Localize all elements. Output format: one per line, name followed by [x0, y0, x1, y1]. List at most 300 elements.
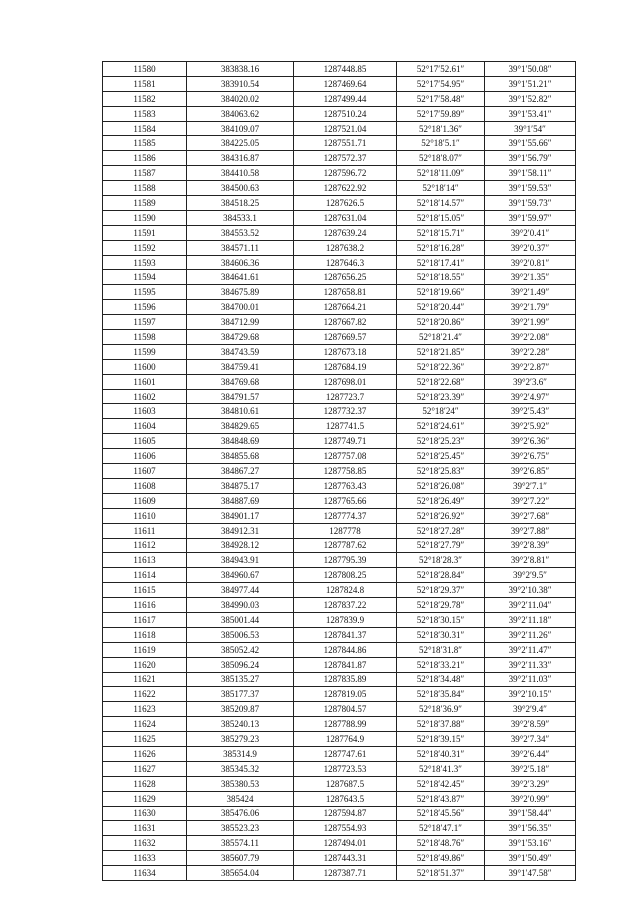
longitude-cell: 39°2′3.29″: [485, 776, 576, 791]
table-row: [103, 404, 576, 419]
y-coordinate-cell: 1287758.85: [294, 464, 397, 479]
table-row: [103, 434, 576, 449]
point-number-cell: 11588: [103, 181, 187, 196]
latitude-cell: 52°18′39.15″: [397, 732, 485, 747]
x-coordinate-cell: 384855.68: [187, 449, 294, 464]
point-number-cell: 11583: [103, 106, 187, 121]
point-number-cell: 11633: [103, 851, 187, 866]
longitude-cell: 39°2′1.79″: [485, 300, 576, 315]
y-coordinate-cell: 1287387.71: [294, 866, 397, 881]
y-coordinate-cell: 1287778: [294, 523, 397, 538]
latitude-cell: 52°18′42.45″: [397, 776, 485, 791]
longitude-cell: 39°2′9.5″: [485, 568, 576, 583]
y-coordinate-cell: 1287723.53: [294, 761, 397, 776]
x-coordinate-cell: 385240.13: [187, 717, 294, 732]
longitude-cell: 39°1′47.58″: [485, 866, 576, 881]
table-row: [103, 821, 576, 836]
latitude-cell: 52°18′25.45″: [397, 449, 485, 464]
x-coordinate-cell: 384553.52: [187, 225, 294, 240]
latitude-cell: 52°18′20.86″: [397, 315, 485, 330]
y-coordinate-cell: 1287656.25: [294, 270, 397, 285]
y-coordinate-cell: 1287808.25: [294, 568, 397, 583]
latitude-cell: 52°18′31.8″: [397, 642, 485, 657]
point-number-cell: 11597: [103, 315, 187, 330]
point-number-cell: 11616: [103, 598, 187, 613]
x-coordinate-cell: 384810.61: [187, 404, 294, 419]
point-number-cell: 11580: [103, 62, 187, 77]
table-row: [103, 121, 576, 136]
latitude-cell: 52°18′23.39″: [397, 389, 485, 404]
latitude-cell: 52°18′40.31″: [397, 746, 485, 761]
latitude-cell: 52°18′37.88″: [397, 717, 485, 732]
y-coordinate-cell: 1287741.5: [294, 419, 397, 434]
latitude-cell: 52°17′58.48″: [397, 91, 485, 106]
longitude-cell: 39°1′58.11″: [485, 166, 576, 181]
point-number-cell: 11589: [103, 196, 187, 211]
point-number-cell: 11607: [103, 464, 187, 479]
y-coordinate-cell: 1287551.71: [294, 136, 397, 151]
latitude-cell: 52°18′26.92″: [397, 508, 485, 523]
latitude-cell: 52°18′28.3″: [397, 553, 485, 568]
y-coordinate-cell: 1287687.5: [294, 776, 397, 791]
x-coordinate-cell: 385345.32: [187, 761, 294, 776]
latitude-cell: 52°18′5.1″: [397, 136, 485, 151]
latitude-cell: 52°18′36.9″: [397, 702, 485, 717]
point-number-cell: 11582: [103, 91, 187, 106]
longitude-cell: 39°2′7.1″: [485, 478, 576, 493]
longitude-cell: 39°1′55.66″: [485, 136, 576, 151]
table-row: [103, 761, 576, 776]
y-coordinate-cell: 1287639.24: [294, 225, 397, 240]
point-number-cell: 11594: [103, 270, 187, 285]
table-row: [103, 732, 576, 747]
latitude-cell: 52°18′30.15″: [397, 612, 485, 627]
x-coordinate-cell: 385096.24: [187, 657, 294, 672]
y-coordinate-cell: 1287774.37: [294, 508, 397, 523]
point-number-cell: 11591: [103, 225, 187, 240]
x-coordinate-cell: 384829.65: [187, 419, 294, 434]
longitude-cell: 39°2′10.38″: [485, 583, 576, 598]
table-row: [103, 508, 576, 523]
table-row: [103, 300, 576, 315]
table-row: [103, 523, 576, 538]
latitude-cell: 52°18′30.31″: [397, 627, 485, 642]
y-coordinate-cell: 1287494.01: [294, 836, 397, 851]
table-row: [103, 210, 576, 225]
x-coordinate-cell: 384990.03: [187, 598, 294, 613]
table-row: [103, 538, 576, 553]
point-number-cell: 11603: [103, 404, 187, 419]
longitude-cell: 39°2′9.4″: [485, 702, 576, 717]
point-number-cell: 11610: [103, 508, 187, 523]
y-coordinate-cell: 1287669.57: [294, 330, 397, 345]
x-coordinate-cell: 384928.12: [187, 538, 294, 553]
longitude-cell: 39°2′6.36″: [485, 434, 576, 449]
longitude-cell: 39°2′2.28″: [485, 344, 576, 359]
latitude-cell: 52°18′18.55″: [397, 270, 485, 285]
x-coordinate-cell: 385424: [187, 791, 294, 806]
table-row: [103, 62, 576, 77]
point-number-cell: 11634: [103, 866, 187, 881]
longitude-cell: 39°1′50.49″: [485, 851, 576, 866]
table-row: [103, 791, 576, 806]
x-coordinate-cell: 385135.27: [187, 672, 294, 687]
x-coordinate-cell: 384977.44: [187, 583, 294, 598]
point-number-cell: 11604: [103, 419, 187, 434]
longitude-cell: 39°2′7.22″: [485, 493, 576, 508]
y-coordinate-cell: 1287835.89: [294, 672, 397, 687]
table-row: [103, 344, 576, 359]
table-row: [103, 151, 576, 166]
x-coordinate-cell: 384712.99: [187, 315, 294, 330]
latitude-cell: 52°18′35.84″: [397, 687, 485, 702]
table-row: [103, 166, 576, 181]
latitude-cell: 52°18′25.83″: [397, 464, 485, 479]
latitude-cell: 52°17′54.95″: [397, 76, 485, 91]
y-coordinate-cell: 1287631.04: [294, 210, 397, 225]
point-number-cell: 11629: [103, 791, 187, 806]
latitude-cell: 52°18′34.48″: [397, 672, 485, 687]
x-coordinate-cell: 384743.59: [187, 344, 294, 359]
latitude-cell: 52°18′27.28″: [397, 523, 485, 538]
table-row: [103, 449, 576, 464]
y-coordinate-cell: 1287698.01: [294, 374, 397, 389]
table-row: [103, 76, 576, 91]
y-coordinate-cell: 1287443.31: [294, 851, 397, 866]
longitude-cell: 39°2′5.43″: [485, 404, 576, 419]
latitude-cell: 52°18′20.44″: [397, 300, 485, 315]
point-number-cell: 11585: [103, 136, 187, 151]
x-coordinate-cell: 384912.31: [187, 523, 294, 538]
y-coordinate-cell: 1287521.04: [294, 121, 397, 136]
y-coordinate-cell: 1287804.57: [294, 702, 397, 717]
table-row: [103, 642, 576, 657]
latitude-cell: 52°18′28.84″: [397, 568, 485, 583]
x-coordinate-cell: 385209.87: [187, 702, 294, 717]
longitude-cell: 39°2′6.85″: [485, 464, 576, 479]
point-number-cell: 11600: [103, 359, 187, 374]
point-number-cell: 11632: [103, 836, 187, 851]
y-coordinate-cell: 1287673.18: [294, 344, 397, 359]
y-coordinate-cell: 1287554.93: [294, 821, 397, 836]
point-number-cell: 11608: [103, 478, 187, 493]
table-row: [103, 836, 576, 851]
latitude-cell: 52°18′24.61″: [397, 419, 485, 434]
x-coordinate-cell: 384675.89: [187, 285, 294, 300]
table-row: [103, 389, 576, 404]
table-row: [103, 196, 576, 211]
table-row: [103, 493, 576, 508]
x-coordinate-cell: 384867.27: [187, 464, 294, 479]
x-coordinate-cell: 384225.05: [187, 136, 294, 151]
y-coordinate-cell: 1287788.99: [294, 717, 397, 732]
point-number-cell: 11601: [103, 374, 187, 389]
y-coordinate-cell: 1287667.82: [294, 315, 397, 330]
point-number-cell: 11596: [103, 300, 187, 315]
x-coordinate-cell: 385177.37: [187, 687, 294, 702]
y-coordinate-cell: 1287732.37: [294, 404, 397, 419]
latitude-cell: 52°18′47.1″: [397, 821, 485, 836]
longitude-cell: 39°2′1.35″: [485, 270, 576, 285]
x-coordinate-cell: 385279.23: [187, 732, 294, 747]
point-number-cell: 11584: [103, 121, 187, 136]
table-row: [103, 330, 576, 345]
y-coordinate-cell: 1287664.21: [294, 300, 397, 315]
point-number-cell: 11626: [103, 746, 187, 761]
y-coordinate-cell: 1287795.39: [294, 553, 397, 568]
y-coordinate-cell: 1287622.92: [294, 181, 397, 196]
latitude-cell: 52°18′22.68″: [397, 374, 485, 389]
point-number-cell: 11615: [103, 583, 187, 598]
point-number-cell: 11628: [103, 776, 187, 791]
y-coordinate-cell: 1287787.62: [294, 538, 397, 553]
latitude-cell: 52°18′22.36″: [397, 359, 485, 374]
point-number-cell: 11609: [103, 493, 187, 508]
point-number-cell: 11602: [103, 389, 187, 404]
y-coordinate-cell: 1287596.72: [294, 166, 397, 181]
x-coordinate-cell: 385006.53: [187, 627, 294, 642]
table-row: [103, 106, 576, 121]
longitude-cell: 39°2′0.81″: [485, 255, 576, 270]
point-number-cell: 11581: [103, 76, 187, 91]
latitude-cell: 52°18′17.41″: [397, 255, 485, 270]
latitude-cell: 52°18′29.37″: [397, 583, 485, 598]
point-number-cell: 11627: [103, 761, 187, 776]
longitude-cell: 39°1′53.41″: [485, 106, 576, 121]
x-coordinate-cell: 385380.53: [187, 776, 294, 791]
latitude-cell: 52°18′49.86″: [397, 851, 485, 866]
longitude-cell: 39°2′11.03″: [485, 672, 576, 687]
table-row: [103, 285, 576, 300]
point-number-cell: 11592: [103, 240, 187, 255]
point-number-cell: 11613: [103, 553, 187, 568]
x-coordinate-cell: 384518.25: [187, 196, 294, 211]
table-row: [103, 270, 576, 285]
table-row: [103, 568, 576, 583]
longitude-cell: 39°1′59.73″: [485, 196, 576, 211]
point-number-cell: 11617: [103, 612, 187, 627]
table-row: [103, 359, 576, 374]
x-coordinate-cell: 384641.61: [187, 270, 294, 285]
point-number-cell: 11593: [103, 255, 187, 270]
point-number-cell: 11586: [103, 151, 187, 166]
latitude-cell: 52°18′48.76″: [397, 836, 485, 851]
longitude-cell: 39°2′4.97″: [485, 389, 576, 404]
x-coordinate-cell: 384606.36: [187, 255, 294, 270]
y-coordinate-cell: 1287594.87: [294, 806, 397, 821]
point-number-cell: 11606: [103, 449, 187, 464]
longitude-cell: 39°2′2.08″: [485, 330, 576, 345]
point-number-cell: 11595: [103, 285, 187, 300]
y-coordinate-cell: 1287819.05: [294, 687, 397, 702]
y-coordinate-cell: 1287469.64: [294, 76, 397, 91]
longitude-cell: 39°2′5.92″: [485, 419, 576, 434]
longitude-cell: 39°2′1.99″: [485, 315, 576, 330]
longitude-cell: 39°2′2.87″: [485, 359, 576, 374]
longitude-cell: 39°2′6.44″: [485, 746, 576, 761]
y-coordinate-cell: 1287747.61: [294, 746, 397, 761]
point-number-cell: 11611: [103, 523, 187, 538]
x-coordinate-cell: 385314.9: [187, 746, 294, 761]
table-row: [103, 627, 576, 642]
longitude-cell: 39°2′8.81″: [485, 553, 576, 568]
y-coordinate-cell: 1287844.86: [294, 642, 397, 657]
longitude-cell: 39°1′56.79″: [485, 151, 576, 166]
table-row: [103, 478, 576, 493]
y-coordinate-cell: 1287841.37: [294, 627, 397, 642]
table-row: [103, 672, 576, 687]
latitude-cell: 52°18′26.49″: [397, 493, 485, 508]
point-number-cell: 11612: [103, 538, 187, 553]
x-coordinate-cell: 385476.06: [187, 806, 294, 821]
y-coordinate-cell: 1287626.5: [294, 196, 397, 211]
table-row: [103, 657, 576, 672]
longitude-cell: 39°1′54″: [485, 121, 576, 136]
latitude-cell: 52°18′41.3″: [397, 761, 485, 776]
y-coordinate-cell: 1287638.2: [294, 240, 397, 255]
x-coordinate-cell: 384848.69: [187, 434, 294, 449]
longitude-cell: 39°2′6.75″: [485, 449, 576, 464]
longitude-cell: 39°2′11.26″: [485, 627, 576, 642]
x-coordinate-cell: 383838.16: [187, 62, 294, 77]
table-row: [103, 806, 576, 821]
table-row: [103, 553, 576, 568]
table-row: [103, 136, 576, 151]
longitude-cell: 39°2′7.68″: [485, 508, 576, 523]
table-row: [103, 315, 576, 330]
point-number-cell: 11605: [103, 434, 187, 449]
y-coordinate-cell: 1287824.8: [294, 583, 397, 598]
table-row: [103, 225, 576, 240]
longitude-cell: 39°1′52.82″: [485, 91, 576, 106]
longitude-cell: 39°1′59.53″: [485, 181, 576, 196]
y-coordinate-cell: 1287646.3: [294, 255, 397, 270]
x-coordinate-cell: 384500.63: [187, 181, 294, 196]
longitude-cell: 39°1′59.97″: [485, 210, 576, 225]
y-coordinate-cell: 1287841.87: [294, 657, 397, 672]
latitude-cell: 52°18′8.07″: [397, 151, 485, 166]
latitude-cell: 52°18′15.71″: [397, 225, 485, 240]
y-coordinate-cell: 1287723.7: [294, 389, 397, 404]
x-coordinate-cell: 384887.69: [187, 493, 294, 508]
y-coordinate-cell: 1287749.71: [294, 434, 397, 449]
longitude-cell: 39°2′0.99″: [485, 791, 576, 806]
longitude-cell: 39°2′8.59″: [485, 717, 576, 732]
longitude-cell: 39°2′10.15″: [485, 687, 576, 702]
y-coordinate-cell: 1287658.81: [294, 285, 397, 300]
table-row: [103, 717, 576, 732]
y-coordinate-cell: 1287764.9: [294, 732, 397, 747]
table-row: [103, 583, 576, 598]
table-row: [103, 687, 576, 702]
longitude-cell: 39°2′11.04″: [485, 598, 576, 613]
point-number-cell: 11599: [103, 344, 187, 359]
x-coordinate-cell: 384700.01: [187, 300, 294, 315]
table-row: [103, 746, 576, 761]
table-row: [103, 181, 576, 196]
longitude-cell: 39°1′50.08″: [485, 62, 576, 77]
point-number-cell: 11630: [103, 806, 187, 821]
longitude-cell: 39°2′0.37″: [485, 240, 576, 255]
longitude-cell: 39°1′53.16″: [485, 836, 576, 851]
longitude-cell: 39°2′11.47″: [485, 642, 576, 657]
table-row: [103, 91, 576, 106]
x-coordinate-cell: 384769.68: [187, 374, 294, 389]
longitude-cell: 39°2′0.41″: [485, 225, 576, 240]
x-coordinate-cell: 385607.79: [187, 851, 294, 866]
longitude-cell: 39°2′11.18″: [485, 612, 576, 627]
x-coordinate-cell: 384901.17: [187, 508, 294, 523]
longitude-cell: 39°2′3.6″: [485, 374, 576, 389]
coordinates-table-body: [103, 62, 576, 881]
y-coordinate-cell: 1287448.85: [294, 62, 397, 77]
x-coordinate-cell: 384960.67: [187, 568, 294, 583]
point-number-cell: 11614: [103, 568, 187, 583]
x-coordinate-cell: 384109.07: [187, 121, 294, 136]
coordinates-table: [102, 61, 576, 881]
longitude-cell: 39°2′7.34″: [485, 732, 576, 747]
longitude-cell: 39°1′58.44″: [485, 806, 576, 821]
latitude-cell: 52°18′43.87″: [397, 791, 485, 806]
x-coordinate-cell: 384759.41: [187, 359, 294, 374]
table-row: [103, 702, 576, 717]
x-coordinate-cell: 384316.87: [187, 151, 294, 166]
latitude-cell: 52°18′25.23″: [397, 434, 485, 449]
latitude-cell: 52°18′15.05″: [397, 210, 485, 225]
longitude-cell: 39°2′7.88″: [485, 523, 576, 538]
point-number-cell: 11622: [103, 687, 187, 702]
latitude-cell: 52°18′14″: [397, 181, 485, 196]
x-coordinate-cell: 385574.11: [187, 836, 294, 851]
y-coordinate-cell: 1287765.66: [294, 493, 397, 508]
y-coordinate-cell: 1287684.19: [294, 359, 397, 374]
table-row: [103, 612, 576, 627]
table-row: [103, 255, 576, 270]
x-coordinate-cell: 384020.02: [187, 91, 294, 106]
latitude-cell: 52°18′26.08″: [397, 478, 485, 493]
latitude-cell: 52°18′29.78″: [397, 598, 485, 613]
table-row: [103, 240, 576, 255]
longitude-cell: 39°2′8.39″: [485, 538, 576, 553]
longitude-cell: 39°1′56.35″: [485, 821, 576, 836]
point-number-cell: 11625: [103, 732, 187, 747]
point-number-cell: 11619: [103, 642, 187, 657]
point-number-cell: 11618: [103, 627, 187, 642]
table-row: [103, 776, 576, 791]
point-number-cell: 11624: [103, 717, 187, 732]
x-coordinate-cell: 384875.17: [187, 478, 294, 493]
x-coordinate-cell: 385654.04: [187, 866, 294, 881]
latitude-cell: 52°18′33.21″: [397, 657, 485, 672]
point-number-cell: 11598: [103, 330, 187, 345]
table-row: [103, 464, 576, 479]
table-row: [103, 598, 576, 613]
x-coordinate-cell: 385001.44: [187, 612, 294, 627]
y-coordinate-cell: 1287510.24: [294, 106, 397, 121]
point-number-cell: 11590: [103, 210, 187, 225]
latitude-cell: 52°18′19.66″: [397, 285, 485, 300]
x-coordinate-cell: 384410.58: [187, 166, 294, 181]
longitude-cell: 39°2′11.33″: [485, 657, 576, 672]
x-coordinate-cell: 384063.62: [187, 106, 294, 121]
longitude-cell: 39°2′5.18″: [485, 761, 576, 776]
y-coordinate-cell: 1287757.08: [294, 449, 397, 464]
point-number-cell: 11621: [103, 672, 187, 687]
latitude-cell: 52°17′52.61″: [397, 62, 485, 77]
x-coordinate-cell: 384791.57: [187, 389, 294, 404]
table-row: [103, 419, 576, 434]
latitude-cell: 52°18′24″: [397, 404, 485, 419]
